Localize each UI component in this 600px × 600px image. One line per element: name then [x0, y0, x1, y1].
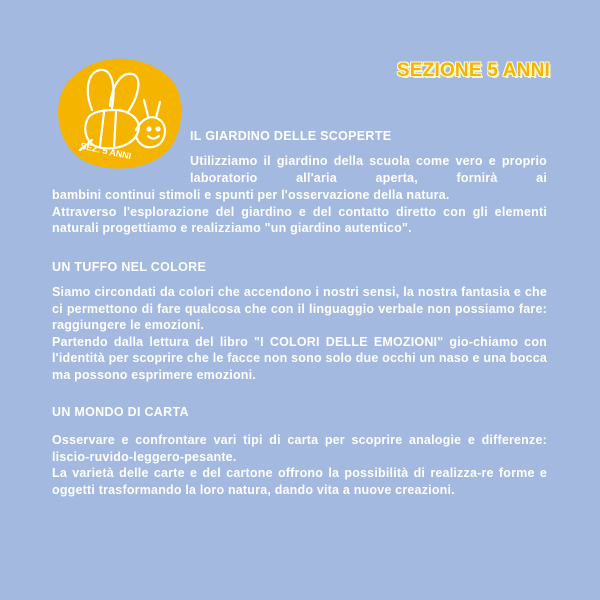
bee-logo — [52, 50, 187, 175]
badge-text: SEZ. 5 ANNI — [79, 140, 133, 162]
paragraph: Osservare e confrontare vari tipi di carta per scoprire analogie e differenze: liscio-ruvido-leggero-pesante. — [52, 433, 547, 464]
section-heading-carta: UN MONDO DI CARTA — [52, 405, 189, 419]
section-text-giardino-intro — [190, 153, 547, 186]
paragraph: Partendo dalla lettura del libro "I COLORI DELLE EMOZIONI" gio-chiamo con l'identità per scoprire che le facce non sono solo due occhi un naso e una bocca ma possono esprimere emozioni. — [52, 334, 547, 382]
section-text-carta — [52, 432, 547, 498]
section-text-giardino-body — [52, 187, 547, 237]
paragraph: La varietà delle carte e del cartone offrono la possibilità di realizza-re forme e oggetti trasformando la loro natura, dando vita a nuove creazioni. — [52, 466, 547, 497]
section-heading-giardino: IL GIARDINO DELLE SCOPERTE — [190, 129, 392, 143]
paragraph: Utilizziamo il giardino della scuola come vero e proprio laboratorio all'aria aperta, fornirà ai — [190, 154, 547, 185]
section-text-colore — [52, 284, 547, 383]
paragraph: Attraverso l'esplorazione del giardino e del contatto diretto con gli elementi naturali progettiamo e realizziamo "un giardino autentico". — [52, 204, 547, 235]
section-heading-colore: UN TUFFO NEL COLORE — [52, 260, 207, 274]
paragraph: Siamo circondati da colori che accendono i nostri sensi, la nostra fantasia e che ci permettono di fare qualcosa che con il linguaggio verbale non possiamo fare: raggiungere le emozioni. — [52, 285, 547, 332]
paragraph: bambini continui stimoli e spunti per l'osservazione della natura. — [52, 188, 450, 202]
page-title: SEZIONE 5 ANNI — [396, 60, 550, 81]
